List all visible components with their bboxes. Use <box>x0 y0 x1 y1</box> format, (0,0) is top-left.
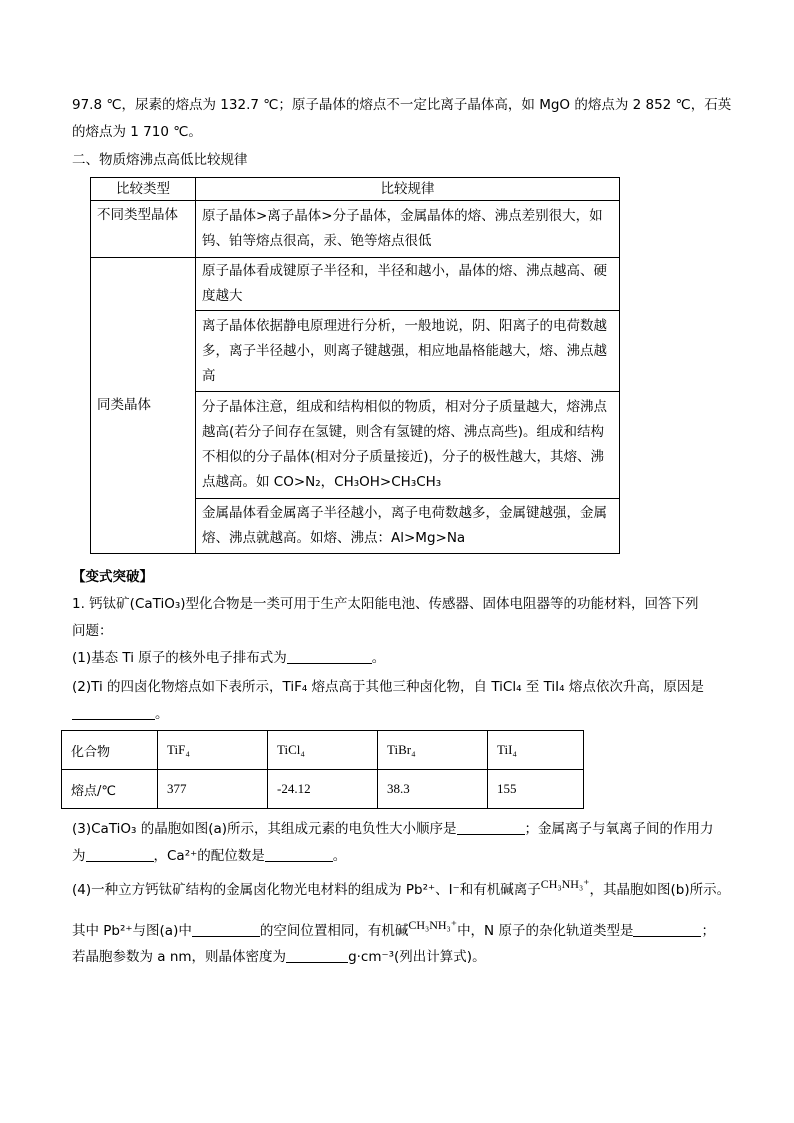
intro-line-2: 的熔点为 1 710 ℃。 <box>72 124 202 140</box>
question-3-line-1 <box>72 819 714 839</box>
mp-header-tibr4: TiBr₄ <box>378 731 488 770</box>
row2-rule-molecular: 分子晶体注意，组成和结构相似的物质，相对分子质量越大，熔沸点越高(若分子间存在氢键，则含有氢键的熔、沸点高些)。组成和结构不相似的分子晶体(相对分子质量接近)，分子的极性越大，其熔、沸点越高。如 CO>N₂，CH₃OH>CH₃CH₃ <box>196 392 620 499</box>
melting-point-table <box>61 730 584 809</box>
mp-header-tii4: TiI₄ <box>488 731 584 770</box>
mp-header-compound: 化合物 <box>62 731 158 770</box>
header-type: 比较类型 <box>91 178 196 201</box>
question-2-line-1: (2)Ti 的四卤化物熔点如下表所示，TiF₄ 熔点高于其他三种卤化物，自 TiCl₄ 至 TiI₄ 熔点依次升高，原因是 <box>72 679 704 695</box>
question-4-line-3 <box>72 947 486 967</box>
row2-rule-metallic: 金属晶体看金属离子半径越小，离子电荷数越多，金属键越强，金属熔、沸点就越高。如熔、沸点：Al>Mg>Na <box>196 499 620 554</box>
question-2-line-2 <box>72 704 169 724</box>
q4-text-a: (4)一种立方钙钛矿结构的金属卤化物光电材料的组成为 Pb²⁺、I⁻和有机碱离子 <box>72 882 541 898</box>
section-title: 二、物质熔沸点高低比较规律 <box>72 152 248 168</box>
q4-blank-hybridization[interactable] <box>633 922 701 937</box>
q4-text-g: 若晶胞参数为 a nm，则晶体密度为 <box>72 949 287 965</box>
row2-type: 同类晶体 <box>91 258 196 554</box>
mp-header-ticl4: TiCl₄ <box>268 731 378 770</box>
row2-rule-ionic: 离子晶体依据静电原理进行分析，一般地说，阴、阳离子的电荷数越多，离子半径越小，则离子键越强，相应地晶格能越大，熔、沸点越高 <box>196 311 620 392</box>
table-row <box>62 731 584 770</box>
row1-rule: 原子晶体>离子晶体>分子晶体，金属晶体的熔、沸点差别很大，如钨、铂等熔点很高，汞、铯等熔点很低 <box>196 201 620 258</box>
q4-organic-ion-2: CH₃NH₃⁺ <box>408 918 458 932</box>
mp-row-label: 熔点/℃ <box>62 770 158 809</box>
q3-text-b: ；金属离子与氧离子间的作用力 <box>524 821 714 837</box>
table-row <box>62 770 584 809</box>
q3-blank-electronegativity[interactable] <box>457 820 525 835</box>
question-4-line-1 <box>72 877 731 900</box>
q4-blank-density[interactable] <box>286 948 348 963</box>
q2-end: 。 <box>155 706 169 722</box>
variant-title: 【变式突破】 <box>72 569 153 585</box>
q4-blank-position[interactable] <box>192 922 260 937</box>
q3-blank-coordination[interactable] <box>265 847 333 862</box>
mp-value-tibr4: 38.3 <box>378 770 488 809</box>
question-stem-line-1: 1. 钙钛矿(CaTiO₃)型化合物是一类可用于生产太阳能电池、传感器、固体电阻器等的功能材料，回答下列 <box>72 596 699 612</box>
table-header-row <box>91 178 620 201</box>
header-rule: 比较规律 <box>196 178 620 201</box>
row2-rule-atomic: 原子晶体看成键原子半径和，半径和越小，晶体的熔、沸点越高、硬度越大 <box>196 258 620 311</box>
mp-value-tii4: 155 <box>488 770 584 809</box>
q4-text-f: ； <box>701 923 715 939</box>
question-1 <box>72 648 385 668</box>
mp-value-tif4: 377 <box>158 770 268 809</box>
table-row <box>91 258 620 311</box>
q4-organic-ion: CH₃NH₃⁺ <box>540 877 590 891</box>
q3-text-c: 为 <box>72 848 86 864</box>
mp-header-tif4: TiF₄ <box>158 731 268 770</box>
q3-text-e: 。 <box>332 848 347 864</box>
question-3-line-2 <box>72 846 346 866</box>
table-row <box>91 201 620 258</box>
q2-answer-blank[interactable] <box>72 705 155 720</box>
question-4-line-2 <box>72 918 715 941</box>
q3-blank-interaction[interactable] <box>86 847 154 862</box>
q4-text-c: 其中 Pb²⁺与图(a)中 <box>72 923 192 939</box>
q4-text-b: ，其晶胞如图(b)所示。 <box>589 882 731 898</box>
q3-text-a: (3)CaTiO₃ 的晶胞如图(a)所示，其组成元素的电负性大小顺序是 <box>72 821 457 837</box>
intro-line-1: 97.8 ℃，尿素的熔点为 132.7 ℃；原子晶体的熔点不一定比离子晶体高，如 MgO 的熔点为 2 852 ℃，石英 <box>72 97 732 113</box>
q3-text-d: ，Ca²⁺的配位数是 <box>153 848 265 864</box>
q1-answer-blank[interactable] <box>287 649 372 664</box>
q4-text-h: g·cm⁻³(列出计算式)。 <box>348 949 486 965</box>
comparison-rule-table <box>90 177 620 554</box>
q1-text: (1)基态 Ti 原子的核外电子排布式为 <box>72 650 287 666</box>
question-stem-line-2: 问题： <box>72 623 113 639</box>
q1-end: 。 <box>371 650 386 666</box>
mp-value-ticl4: -24.12 <box>268 770 378 809</box>
q4-text-d: 的空间位置相同，有机碱 <box>259 923 409 939</box>
q4-text-e: 中，N 原子的杂化轨道类型是 <box>457 923 634 939</box>
row1-type: 不同类型晶体 <box>91 201 196 258</box>
